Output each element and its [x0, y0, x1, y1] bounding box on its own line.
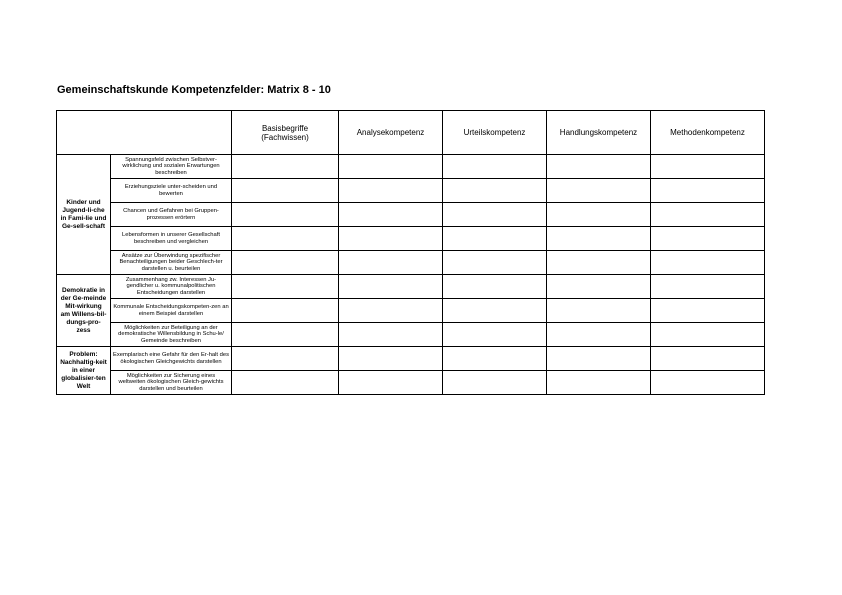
header-handlungskompetenz: Handlungskompetenz	[547, 111, 651, 155]
handlung-cell	[547, 179, 651, 203]
basis-cell	[232, 179, 339, 203]
competence-cell: Lebensformen in unserer Gesellschaft beschreiben und vergleichen	[111, 227, 232, 251]
methoden-cell	[651, 227, 765, 251]
field-nachhaltigkeit: Problem: Nachhaltig-keit in einer globalisier-ten Welt	[57, 347, 111, 395]
basis-cell	[232, 347, 339, 371]
methoden-cell	[651, 275, 765, 299]
handlung-cell	[547, 227, 651, 251]
basis-cell	[232, 155, 339, 179]
handlung-cell	[547, 371, 651, 395]
analyse-cell	[339, 227, 443, 251]
header-row	[57, 111, 765, 155]
table-row	[57, 299, 765, 323]
methoden-cell	[651, 347, 765, 371]
table-row	[57, 251, 765, 275]
analyse-cell	[339, 179, 443, 203]
urteil-cell	[443, 323, 547, 347]
handlung-cell	[547, 275, 651, 299]
competence-matrix-table	[56, 110, 765, 395]
basis-cell	[232, 203, 339, 227]
header-methodenkompetenz: Methodenkompetenz	[651, 111, 765, 155]
page-title: Gemeinschaftskunde Kompetenzfelder: Matrix 8 - 10	[57, 84, 331, 96]
urteil-cell	[443, 371, 547, 395]
basis-cell	[232, 227, 339, 251]
header-basisbegriffe	[232, 111, 339, 155]
analyse-cell	[339, 323, 443, 347]
field-demokratie-gemeinde: Demokratie in der Ge-meinde Mit-wirkung am Willens-bil-dungs-pro-zess	[57, 275, 111, 347]
table-row	[57, 347, 765, 371]
urteil-cell	[443, 251, 547, 275]
methoden-cell	[651, 251, 765, 275]
urteil-cell	[443, 155, 547, 179]
competence-cell: Exemplarisch eine Gefahr für den Er-halt des ökologischen Gleichgewichts darstellen	[111, 347, 232, 371]
header-analysekompetenz: Analysekompetenz	[339, 111, 443, 155]
methoden-cell	[651, 203, 765, 227]
urteil-cell	[443, 299, 547, 323]
methoden-cell	[651, 323, 765, 347]
analyse-cell	[339, 347, 443, 371]
analyse-cell	[339, 371, 443, 395]
header-empty-cell	[57, 111, 232, 155]
urteil-cell	[443, 203, 547, 227]
analyse-cell	[339, 203, 443, 227]
handlung-cell	[547, 347, 651, 371]
competence-cell: Spannungsfeld zwischen Selbstver-wirklichung und sozialen Erwartungen beschreiben	[111, 155, 232, 179]
analyse-cell	[339, 275, 443, 299]
field-kinder-jugendliche: Kinder und Jugend-li-che in Fami-lie und Ge-sell-schaft	[57, 155, 111, 275]
analyse-cell	[339, 299, 443, 323]
competence-cell: Möglichkeiten zur Sicherung eines weltweiten ökologischen Gleich-gewichts darstellen und beurteilen	[111, 371, 232, 395]
competence-cell: Zusammenhang zw. Interessen Ju-gendlicher u. kommunalpolitischen Entscheidungen darstellen	[111, 275, 232, 299]
table-row	[57, 179, 765, 203]
competence-cell: Chancen und Gefahren bei Gruppen-prozessen erörtern	[111, 203, 232, 227]
methoden-cell	[651, 179, 765, 203]
table-row	[57, 155, 765, 179]
handlung-cell	[547, 203, 651, 227]
competence-cell: Kommunale Entscheidungskompeten-zen an einem Beispiel darstellen	[111, 299, 232, 323]
urteil-cell	[443, 275, 547, 299]
urteil-cell	[443, 347, 547, 371]
table-row	[57, 203, 765, 227]
header-urteilskompetenz: Urteilskompetenz	[443, 111, 547, 155]
urteil-cell	[443, 227, 547, 251]
analyse-cell	[339, 251, 443, 275]
methoden-cell	[651, 155, 765, 179]
basis-cell	[232, 275, 339, 299]
table-row	[57, 275, 765, 299]
basis-cell	[232, 323, 339, 347]
header-basisbegriffe-label: Basisbegriffe (Fachwissen)	[261, 123, 309, 142]
competence-cell: Ansätze zur Überwindung spezifischer Benachteiligungen beider Geschlech-ter darstellen u. beurteilen	[111, 251, 232, 275]
competence-cell: Erziehungsziele unter-scheiden und bewerten	[111, 179, 232, 203]
handlung-cell	[547, 155, 651, 179]
table-row	[57, 371, 765, 395]
table-row	[57, 227, 765, 251]
handlung-cell	[547, 299, 651, 323]
competence-cell: Möglichkeiten zur Beteiligung an der demokratische Willensbildung in Schu-le/ Gemeinde beschreiben	[111, 323, 232, 347]
methoden-cell	[651, 371, 765, 395]
basis-cell	[232, 299, 339, 323]
basis-cell	[232, 371, 339, 395]
methoden-cell	[651, 299, 765, 323]
analyse-cell	[339, 155, 443, 179]
handlung-cell	[547, 323, 651, 347]
handlung-cell	[547, 251, 651, 275]
urteil-cell	[443, 179, 547, 203]
table-row	[57, 323, 765, 347]
basis-cell	[232, 251, 339, 275]
